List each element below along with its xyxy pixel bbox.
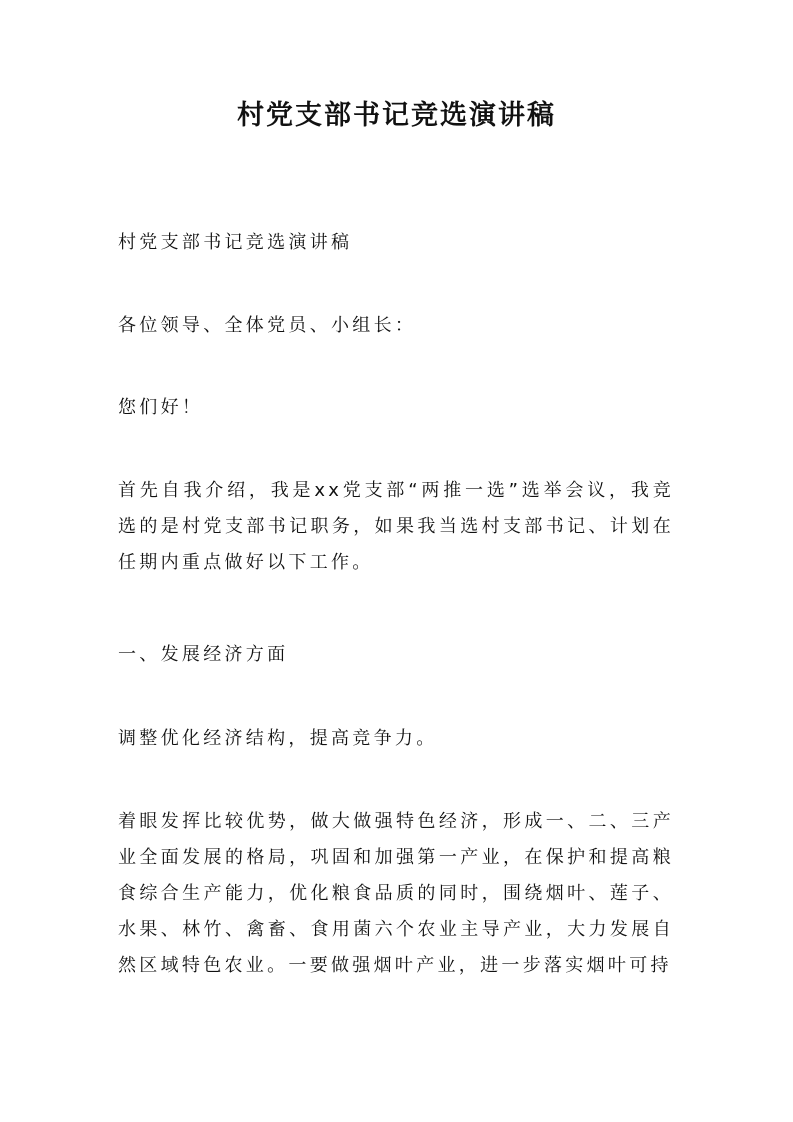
paragraph-greeting: 您们好！: [118, 397, 204, 418]
paragraph-heading-repeat: 村党支部书记竞选演讲稿: [118, 232, 353, 253]
document-title: 村党支部书记竞选演讲稿: [237, 100, 556, 131]
section-heading-economy: 一、发展经济方面: [118, 644, 289, 665]
paragraph-structure-adjustment: 调整优化经济结构，提高竞争力。: [118, 728, 438, 749]
paragraph-introduction: 首先自我介绍，我是xx党支部“两推一选”选举会议，我竞选的是村党支部书记职务，如果我当选村支部书记、计划在任期内重点做好以下工作。: [118, 480, 674, 573]
paragraph-salutation: 各位领导、全体党员、小组长：: [118, 315, 417, 336]
paragraph-industry-development: 着眼发挥比较优势，做大做强特色经济，形成一、二、三产业全面发展的格局，巩固和加强第一产业，在保护和提高粮食综合生产能力，优化粮食品质的同时，围绕烟叶、莲子、水果、林竹、禽畜、食用菌六个农业主导产业，大力发展自然区域特色农业。一要做强烟叶产业，进一步落实烟叶可持: [118, 811, 674, 976]
